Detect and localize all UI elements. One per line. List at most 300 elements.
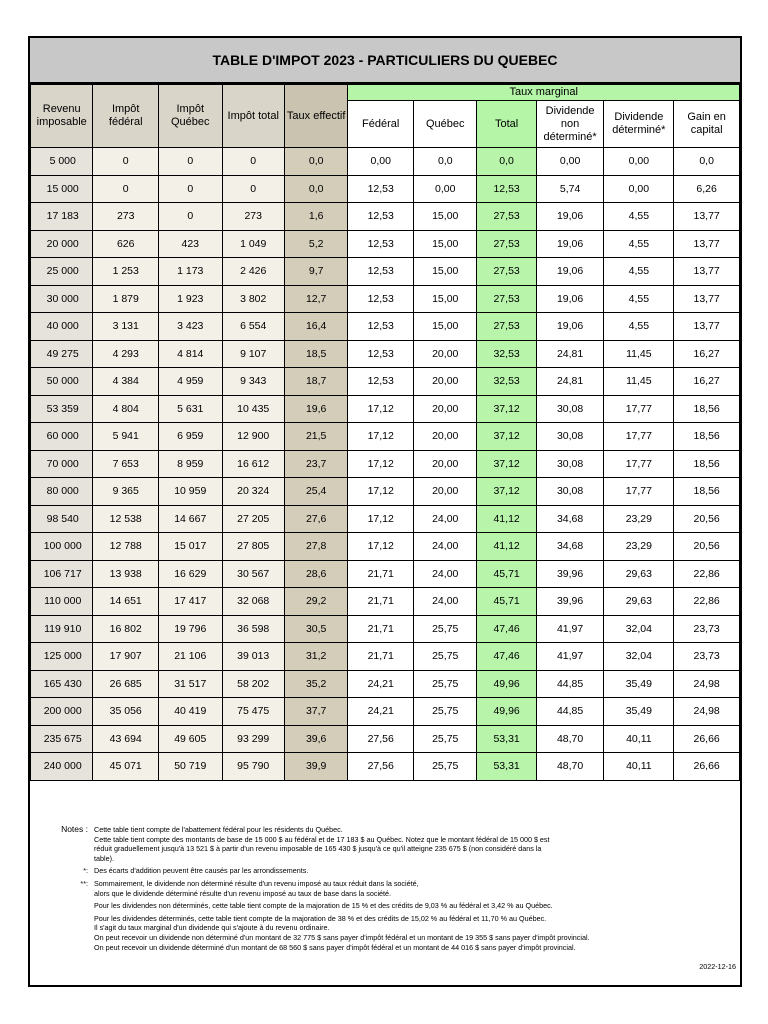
cell-marg-federal: 12,53 <box>348 368 414 396</box>
cell-marg-total: 27,53 <box>477 230 536 258</box>
table-row <box>31 533 740 561</box>
cell-marg-total: 27,53 <box>477 258 536 286</box>
cell-marg-total: 27,53 <box>477 285 536 313</box>
cell-impot-total: 27 805 <box>222 533 284 561</box>
cell-taux-effectif: 25,4 <box>284 478 347 506</box>
cell-impot-total: 39 013 <box>222 643 284 671</box>
cell-marg-quebec: 20,00 <box>414 368 477 396</box>
cell-div-non-determine: 30,08 <box>536 395 604 423</box>
cell-impot-total: 3 802 <box>222 285 284 313</box>
cell-div-non-determine: 24,81 <box>536 368 604 396</box>
cell-div-determine: 0,00 <box>604 175 674 203</box>
header-gain-capital: Gain en capital <box>674 101 740 148</box>
cell-impot-total: 273 <box>222 203 284 231</box>
cell-revenu: 80 000 <box>31 478 93 506</box>
cell-marg-quebec: 25,75 <box>414 670 477 698</box>
cell-div-determine: 23,29 <box>604 533 674 561</box>
table-row <box>31 423 740 451</box>
note-line: Pour les dividendes déterminés, cette table tient compte de la majoration de 38 % et des crédits de 15,02 % au fédéral et 11,70 % au Québec. <box>94 913 547 923</box>
header-impot-total: Impôt total <box>222 85 284 148</box>
cell-revenu: 40 000 <box>31 313 93 341</box>
table-row <box>31 643 740 671</box>
cell-impot-quebec: 50 719 <box>159 753 222 781</box>
cell-marg-quebec: 20,00 <box>414 450 477 478</box>
cell-impot-quebec: 40 419 <box>159 698 222 726</box>
cell-div-non-determine: 19,06 <box>536 203 604 231</box>
table-row <box>31 285 740 313</box>
cell-taux-effectif: 0,0 <box>284 148 347 176</box>
cell-gain-capital: 13,77 <box>674 258 740 286</box>
cell-div-determine: 29,63 <box>604 560 674 588</box>
cell-impot-total: 0 <box>222 175 284 203</box>
cell-impot-total: 20 324 <box>222 478 284 506</box>
cell-taux-effectif: 29,2 <box>284 588 347 616</box>
cell-marg-federal: 12,53 <box>348 203 414 231</box>
cell-taux-effectif: 18,5 <box>284 340 347 368</box>
cell-marg-federal: 24,21 <box>348 698 414 726</box>
header-federal: Fédéral <box>348 101 414 148</box>
cell-marg-total: 47,46 <box>477 615 536 643</box>
cell-impot-total: 75 475 <box>222 698 284 726</box>
cell-marg-federal: 17,12 <box>348 505 414 533</box>
cell-taux-effectif: 35,2 <box>284 670 347 698</box>
cell-impot-total: 16 612 <box>222 450 284 478</box>
table-row <box>31 313 740 341</box>
cell-impot-quebec: 17 417 <box>159 588 222 616</box>
cell-div-determine: 0,00 <box>604 148 674 176</box>
cell-div-determine: 17,77 <box>604 395 674 423</box>
table-row <box>31 203 740 231</box>
table-row <box>31 450 740 478</box>
header-quebec: Québec <box>414 101 477 148</box>
cell-marg-total: 49,96 <box>477 698 536 726</box>
header-taux-marginal: Taux marginal <box>348 85 740 101</box>
cell-taux-effectif: 27,8 <box>284 533 347 561</box>
cell-revenu: 110 000 <box>31 588 93 616</box>
cell-revenu: 17 183 <box>31 203 93 231</box>
cell-marg-federal: 12,53 <box>348 175 414 203</box>
cell-revenu: 15 000 <box>31 175 93 203</box>
cell-taux-effectif: 27,6 <box>284 505 347 533</box>
cell-taux-effectif: 19,6 <box>284 395 347 423</box>
cell-marg-quebec: 15,00 <box>414 230 477 258</box>
cell-div-determine: 4,55 <box>604 230 674 258</box>
cell-impot-federal: 3 131 <box>93 313 159 341</box>
cell-impot-total: 95 790 <box>222 753 284 781</box>
cell-div-non-determine: 48,70 <box>536 753 604 781</box>
cell-revenu: 50 000 <box>31 368 93 396</box>
cell-impot-quebec: 3 423 <box>159 313 222 341</box>
cell-taux-effectif: 5,2 <box>284 230 347 258</box>
table-row <box>31 340 740 368</box>
cell-impot-federal: 17 907 <box>93 643 159 671</box>
header-impot-federal: Impôt fédéral <box>93 85 159 148</box>
table-row <box>31 588 740 616</box>
cell-impot-federal: 12 538 <box>93 505 159 533</box>
cell-div-non-determine: 24,81 <box>536 340 604 368</box>
cell-impot-federal: 12 788 <box>93 533 159 561</box>
cell-gain-capital: 22,86 <box>674 560 740 588</box>
cell-impot-quebec: 4 959 <box>159 368 222 396</box>
cell-div-non-determine: 30,08 <box>536 450 604 478</box>
cell-div-determine: 40,11 <box>604 753 674 781</box>
table-row <box>31 725 740 753</box>
cell-marg-total: 41,12 <box>477 505 536 533</box>
cell-impot-total: 9 343 <box>222 368 284 396</box>
cell-marg-quebec: 25,75 <box>414 698 477 726</box>
cell-marg-total: 37,12 <box>477 395 536 423</box>
header-impot-quebec: Impôt Québec <box>159 85 222 148</box>
cell-marg-total: 37,12 <box>477 423 536 451</box>
cell-gain-capital: 18,56 <box>674 395 740 423</box>
cell-marg-total: 32,53 <box>477 368 536 396</box>
cell-impot-federal: 626 <box>93 230 159 258</box>
cell-impot-quebec: 1 173 <box>159 258 222 286</box>
cell-marg-quebec: 20,00 <box>414 423 477 451</box>
cell-impot-quebec: 4 814 <box>159 340 222 368</box>
note-line: Cette table tient compte des montants de base de 15 000 $ au fédéral et de 17 183 $ au Québec. Notez que le montant fédéral de 15 000 $ est <box>94 834 550 844</box>
cell-impot-quebec: 21 106 <box>159 643 222 671</box>
cell-marg-quebec: 24,00 <box>414 588 477 616</box>
cell-impot-total: 0 <box>222 148 284 176</box>
cell-taux-effectif: 18,7 <box>284 368 347 396</box>
cell-impot-federal: 45 071 <box>93 753 159 781</box>
cell-taux-effectif: 9,7 <box>284 258 347 286</box>
cell-marg-total: 41,12 <box>477 533 536 561</box>
tax-table <box>30 84 740 781</box>
cell-taux-effectif: 1,6 <box>284 203 347 231</box>
cell-marg-federal: 17,12 <box>348 423 414 451</box>
cell-marg-federal: 12,53 <box>348 258 414 286</box>
date-stamp: 2022-12-16 <box>699 962 736 971</box>
cell-marg-federal: 12,53 <box>348 230 414 258</box>
cell-impot-quebec: 31 517 <box>159 670 222 698</box>
cell-impot-federal: 35 056 <box>93 698 159 726</box>
cell-impot-quebec: 19 796 <box>159 615 222 643</box>
table-row <box>31 148 740 176</box>
cell-marg-quebec: 15,00 <box>414 313 477 341</box>
cell-div-determine: 4,55 <box>604 203 674 231</box>
header-taux-effectif: Taux effectif <box>284 85 347 148</box>
cell-taux-effectif: 28,6 <box>284 560 347 588</box>
cell-marg-quebec: 20,00 <box>414 340 477 368</box>
cell-revenu: 100 000 <box>31 533 93 561</box>
cell-revenu: 60 000 <box>31 423 93 451</box>
table-row <box>31 615 740 643</box>
cell-marg-federal: 21,71 <box>348 643 414 671</box>
notes-label: Notes : <box>61 824 88 834</box>
cell-div-non-determine: 30,08 <box>536 423 604 451</box>
cell-marg-federal: 27,56 <box>348 753 414 781</box>
cell-gain-capital: 20,56 <box>674 505 740 533</box>
cell-revenu: 53 359 <box>31 395 93 423</box>
table-row <box>31 395 740 423</box>
cell-impot-quebec: 0 <box>159 203 222 231</box>
cell-impot-federal: 13 938 <box>93 560 159 588</box>
note-line: Il s'agit du taux marginal d'un dividende qui s'ajoute à du revenu ordinaire. <box>94 923 330 933</box>
cell-impot-federal: 14 651 <box>93 588 159 616</box>
cell-taux-effectif: 12,7 <box>284 285 347 313</box>
cell-impot-federal: 4 384 <box>93 368 159 396</box>
cell-taux-effectif: 23,7 <box>284 450 347 478</box>
cell-marg-total: 53,31 <box>477 725 536 753</box>
cell-impot-quebec: 423 <box>159 230 222 258</box>
cell-marg-quebec: 0,00 <box>414 175 477 203</box>
cell-div-determine: 35,49 <box>604 670 674 698</box>
cell-div-non-determine: 41,97 <box>536 615 604 643</box>
cell-div-determine: 17,77 <box>604 423 674 451</box>
header-div-determine: Dividende déterminé* <box>604 101 674 148</box>
cell-impot-total: 27 205 <box>222 505 284 533</box>
cell-gain-capital: 23,73 <box>674 615 740 643</box>
cell-gain-capital: 26,66 <box>674 753 740 781</box>
cell-div-non-determine: 19,06 <box>536 313 604 341</box>
cell-impot-federal: 4 804 <box>93 395 159 423</box>
cell-marg-total: 0,0 <box>477 148 536 176</box>
cell-impot-total: 36 598 <box>222 615 284 643</box>
cell-marg-quebec: 25,75 <box>414 643 477 671</box>
cell-gain-capital: 16,27 <box>674 340 740 368</box>
cell-gain-capital: 26,66 <box>674 725 740 753</box>
cell-div-determine: 4,55 <box>604 313 674 341</box>
cell-div-determine: 40,11 <box>604 725 674 753</box>
cell-div-non-determine: 41,97 <box>536 643 604 671</box>
cell-impot-federal: 1 879 <box>93 285 159 313</box>
cell-gain-capital: 24,98 <box>674 670 740 698</box>
cell-revenu: 5 000 <box>31 148 93 176</box>
notes-section <box>30 825 740 955</box>
table-row <box>31 753 740 781</box>
cell-marg-federal: 27,56 <box>348 725 414 753</box>
note-nondet: Pour les dividendes non déterminés, cette table tient compte de la majoration de 15 % et des crédits de 9,03 % au fédéral et 3,42 % au Québec. <box>94 901 553 911</box>
cell-impot-federal: 7 653 <box>93 450 159 478</box>
cell-div-determine: 32,04 <box>604 643 674 671</box>
cell-revenu: 119 910 <box>31 615 93 643</box>
cell-impot-quebec: 14 667 <box>159 505 222 533</box>
cell-div-non-determine: 30,08 <box>536 478 604 506</box>
cell-impot-quebec: 6 959 <box>159 423 222 451</box>
cell-impot-quebec: 0 <box>159 175 222 203</box>
note-star2-key: **: <box>80 878 88 888</box>
cell-impot-quebec: 0 <box>159 148 222 176</box>
cell-div-determine: 35,49 <box>604 698 674 726</box>
cell-marg-federal: 12,53 <box>348 340 414 368</box>
note-line: Cette table tient compte de l'abattement fédéral pour les résidents du Québec. <box>94 825 343 834</box>
cell-gain-capital: 18,56 <box>674 450 740 478</box>
cell-impot-quebec: 8 959 <box>159 450 222 478</box>
cell-gain-capital: 0,0 <box>674 148 740 176</box>
cell-marg-total: 49,96 <box>477 670 536 698</box>
cell-impot-federal: 43 694 <box>93 725 159 753</box>
cell-impot-total: 2 426 <box>222 258 284 286</box>
cell-marg-quebec: 15,00 <box>414 285 477 313</box>
cell-impot-total: 12 900 <box>222 423 284 451</box>
cell-div-non-determine: 19,06 <box>536 230 604 258</box>
cell-marg-federal: 17,12 <box>348 450 414 478</box>
cell-marg-federal: 21,71 <box>348 615 414 643</box>
cell-marg-quebec: 24,00 <box>414 533 477 561</box>
cell-impot-total: 58 202 <box>222 670 284 698</box>
cell-div-non-determine: 34,68 <box>536 505 604 533</box>
cell-marg-federal: 0,00 <box>348 148 414 176</box>
cell-div-non-determine: 39,96 <box>536 588 604 616</box>
cell-marg-total: 27,53 <box>477 313 536 341</box>
cell-impot-quebec: 5 631 <box>159 395 222 423</box>
cell-div-determine: 23,29 <box>604 505 674 533</box>
cell-marg-total: 27,53 <box>477 203 536 231</box>
cell-revenu: 98 540 <box>31 505 93 533</box>
cell-taux-effectif: 39,6 <box>284 725 347 753</box>
cell-gain-capital: 20,56 <box>674 533 740 561</box>
table-row <box>31 175 740 203</box>
cell-impot-quebec: 10 959 <box>159 478 222 506</box>
cell-impot-total: 9 107 <box>222 340 284 368</box>
note-line: alors que le dividende déterminé résulte d'un revenu imposé au taux de base dans la société. <box>94 888 392 898</box>
cell-marg-federal: 12,53 <box>348 285 414 313</box>
note-line: On peut recevoir un dividende déterminé d'un montant de 68 560 $ sans payer d'impôt fédéral et un montant de 44 016 $ sans payer d'impôt provincial. <box>94 942 576 952</box>
table-row <box>31 505 740 533</box>
note-line: On peut recevoir un dividende non déterminé d'un montant de 32 775 $ sans payer d'impôt fédéral et un montant de 19 355 $ sans payer d'impôt provincial. <box>94 932 590 942</box>
cell-impot-federal: 0 <box>93 175 159 203</box>
cell-revenu: 165 430 <box>31 670 93 698</box>
cell-revenu: 70 000 <box>31 450 93 478</box>
cell-taux-effectif: 31,2 <box>284 643 347 671</box>
cell-div-non-determine: 19,06 <box>536 258 604 286</box>
cell-impot-total: 6 554 <box>222 313 284 341</box>
cell-revenu: 49 275 <box>31 340 93 368</box>
cell-revenu: 20 000 <box>31 230 93 258</box>
cell-revenu: 106 717 <box>31 560 93 588</box>
note-line: Sommairement, le dividende non déterminé résulte d'un revenu imposé au taux réduit dans la société, <box>94 878 419 888</box>
cell-div-non-determine: 19,06 <box>536 285 604 313</box>
header-revenu: Revenu imposable <box>31 85 93 148</box>
cell-impot-total: 1 049 <box>222 230 284 258</box>
cell-marg-quebec: 25,75 <box>414 753 477 781</box>
cell-div-determine: 32,04 <box>604 615 674 643</box>
cell-marg-federal: 12,53 <box>348 313 414 341</box>
cell-marg-total: 45,71 <box>477 560 536 588</box>
cell-gain-capital: 13,77 <box>674 313 740 341</box>
cell-impot-quebec: 16 629 <box>159 560 222 588</box>
table-row <box>31 560 740 588</box>
cell-div-determine: 11,45 <box>604 368 674 396</box>
cell-marg-total: 32,53 <box>477 340 536 368</box>
cell-marg-quebec: 20,00 <box>414 395 477 423</box>
cell-marg-federal: 21,71 <box>348 588 414 616</box>
cell-marg-federal: 21,71 <box>348 560 414 588</box>
note-line: réduit graduellement jusqu'à 13 521 $ à partir d'un revenu imposable de 165 430 $ jusqu'à ce qu'il atteigne 235 675 $ (non considéré dans la <box>94 844 542 854</box>
cell-marg-total: 12,53 <box>477 175 536 203</box>
cell-impot-federal: 4 293 <box>93 340 159 368</box>
cell-div-determine: 29,63 <box>604 588 674 616</box>
cell-marg-federal: 17,12 <box>348 478 414 506</box>
cell-impot-federal: 9 365 <box>93 478 159 506</box>
cell-impot-quebec: 15 017 <box>159 533 222 561</box>
cell-gain-capital: 23,73 <box>674 643 740 671</box>
cell-taux-effectif: 0,0 <box>284 175 347 203</box>
table-row <box>31 698 740 726</box>
cell-marg-quebec: 0,0 <box>414 148 477 176</box>
cell-revenu: 235 675 <box>31 725 93 753</box>
cell-marg-total: 45,71 <box>477 588 536 616</box>
cell-marg-total: 47,46 <box>477 643 536 671</box>
cell-div-non-determine: 44,85 <box>536 698 604 726</box>
tax-table-document <box>28 36 742 987</box>
cell-marg-federal: 24,21 <box>348 670 414 698</box>
table-row <box>31 258 740 286</box>
cell-div-determine: 11,45 <box>604 340 674 368</box>
cell-impot-federal: 16 802 <box>93 615 159 643</box>
cell-impot-total: 93 299 <box>222 725 284 753</box>
table-row <box>31 368 740 396</box>
cell-gain-capital: 22,86 <box>674 588 740 616</box>
cell-impot-total: 10 435 <box>222 395 284 423</box>
cell-taux-effectif: 30,5 <box>284 615 347 643</box>
cell-marg-quebec: 25,75 <box>414 725 477 753</box>
cell-div-determine: 17,77 <box>604 478 674 506</box>
cell-impot-federal: 26 685 <box>93 670 159 698</box>
cell-gain-capital: 13,77 <box>674 203 740 231</box>
cell-marg-quebec: 24,00 <box>414 560 477 588</box>
cell-impot-total: 32 068 <box>222 588 284 616</box>
cell-marg-total: 37,12 <box>477 478 536 506</box>
cell-marg-federal: 17,12 <box>348 533 414 561</box>
cell-gain-capital: 16,27 <box>674 368 740 396</box>
table-row <box>31 670 740 698</box>
cell-impot-federal: 273 <box>93 203 159 231</box>
cell-div-non-determine: 5,74 <box>536 175 604 203</box>
cell-gain-capital: 6,26 <box>674 175 740 203</box>
cell-impot-quebec: 49 605 <box>159 725 222 753</box>
cell-marg-quebec: 15,00 <box>414 258 477 286</box>
cell-taux-effectif: 21,5 <box>284 423 347 451</box>
cell-marg-total: 53,31 <box>477 753 536 781</box>
cell-div-non-determine: 34,68 <box>536 533 604 561</box>
cell-impot-total: 30 567 <box>222 560 284 588</box>
tax-table-body <box>31 148 740 781</box>
note-line: table). <box>94 853 114 863</box>
header-total: Total <box>477 101 536 148</box>
cell-div-determine: 4,55 <box>604 285 674 313</box>
cell-impot-federal: 1 253 <box>93 258 159 286</box>
table-row <box>31 478 740 506</box>
cell-div-non-determine: 0,00 <box>536 148 604 176</box>
cell-impot-quebec: 1 923 <box>159 285 222 313</box>
cell-taux-effectif: 16,4 <box>284 313 347 341</box>
cell-marg-quebec: 25,75 <box>414 615 477 643</box>
cell-impot-federal: 5 941 <box>93 423 159 451</box>
cell-revenu: 240 000 <box>31 753 93 781</box>
header-div-non-determine: Dividende non déterminé* <box>536 101 604 148</box>
cell-div-non-determine: 44,85 <box>536 670 604 698</box>
cell-div-non-determine: 39,96 <box>536 560 604 588</box>
cell-div-determine: 4,55 <box>604 258 674 286</box>
cell-revenu: 30 000 <box>31 285 93 313</box>
cell-taux-effectif: 39,9 <box>284 753 347 781</box>
note-star1-key: *: <box>83 866 88 876</box>
cell-div-determine: 17,77 <box>604 450 674 478</box>
cell-gain-capital: 24,98 <box>674 698 740 726</box>
cell-marg-federal: 17,12 <box>348 395 414 423</box>
cell-impot-federal: 0 <box>93 148 159 176</box>
cell-gain-capital: 18,56 <box>674 478 740 506</box>
note-star1-text: Des écarts d'addition peuvent être causés par les arrondissements. <box>94 866 309 876</box>
cell-revenu: 200 000 <box>31 698 93 726</box>
cell-marg-quebec: 15,00 <box>414 203 477 231</box>
cell-marg-quebec: 20,00 <box>414 478 477 506</box>
cell-div-non-determine: 48,70 <box>536 725 604 753</box>
cell-revenu: 125 000 <box>31 643 93 671</box>
